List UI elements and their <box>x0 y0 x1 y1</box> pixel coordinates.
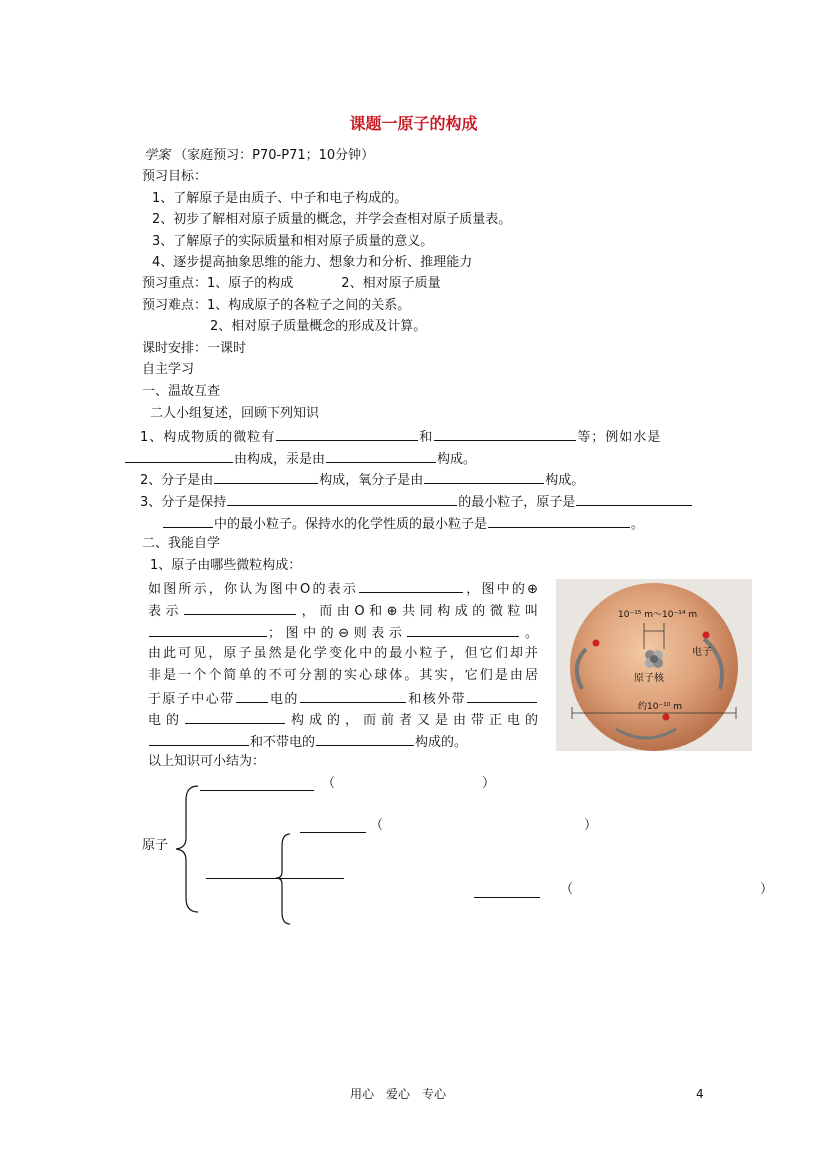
brace-inner-icon <box>270 832 294 926</box>
text: 和 <box>364 604 387 619</box>
text: 和不带电的 <box>250 735 316 750</box>
goal-2: 2、初步了解相对原子质量的概念，并学会查相对原子质量表。 <box>152 212 512 227</box>
proton-symbol: ⊕ <box>386 604 398 619</box>
blank[interactable] <box>227 493 457 506</box>
blank[interactable] <box>184 602 296 615</box>
blank[interactable] <box>163 515 213 528</box>
key-point-1: 1、原子的构成 <box>207 276 294 291</box>
atom-figure <box>556 579 752 751</box>
atom-figure-svg <box>556 579 752 751</box>
key-points <box>142 276 441 292</box>
schedule: 课时安排：一课时 <box>142 341 247 356</box>
text: 1、构成物质的微粒有 <box>140 430 276 445</box>
paren-open: （ <box>370 818 384 833</box>
paren-close: ） <box>584 818 598 833</box>
xuean-line <box>144 148 374 164</box>
paren-open: （ <box>560 882 574 897</box>
page-number: 4 <box>696 1087 704 1101</box>
s2-p6 <box>148 690 538 708</box>
text: 于原子中心带 <box>148 692 235 707</box>
section1-heading: 一、温故互查 <box>142 384 221 399</box>
text: 。 <box>631 517 645 532</box>
figure-scale-top: 10⁻¹⁵ m～10⁻¹⁴ m <box>618 610 698 620</box>
page-title: 课题一原子的构成 <box>349 114 478 133</box>
blank[interactable] <box>326 450 436 463</box>
blank[interactable] <box>300 690 406 703</box>
blank[interactable] <box>488 515 630 528</box>
text: 和核外带 <box>406 692 466 707</box>
difficulty-2: 2、相对原子质量概念的形成及计算。 <box>210 319 427 334</box>
blank[interactable] <box>125 450 233 463</box>
xuean-note: （家庭预习：P70-P71；10分钟） <box>174 148 375 163</box>
s1-q3-line1 <box>140 493 693 511</box>
tree-blank-2[interactable] <box>300 832 366 833</box>
text: 2、分子是由 <box>140 473 214 488</box>
text: 等；例如水是 <box>577 430 662 445</box>
text: ；图中的 <box>268 626 339 641</box>
blank[interactable] <box>316 733 414 746</box>
section2-q1-heading: 1、原子由哪些微粒构成： <box>150 558 302 573</box>
goals-label: 预习目标： <box>142 169 208 184</box>
text: ，而由 <box>297 604 355 619</box>
blank[interactable] <box>185 711 285 724</box>
difficulties-label: 预习难点： <box>142 298 208 313</box>
paren-open: （ <box>322 776 336 791</box>
difficulties <box>142 298 410 314</box>
summary-label: 以上知识可小结为： <box>148 754 266 769</box>
text: 电的 <box>148 713 184 728</box>
section1-intro: 二人小组复述，回顾下列知识 <box>150 406 320 421</box>
electron-dot <box>703 632 710 639</box>
s2-p7 <box>148 711 538 729</box>
circle-o-symbol: O <box>300 582 311 597</box>
footer-motto: 用心 爱心 专心 <box>350 1087 447 1101</box>
self-study-heading: 自主学习 <box>142 362 195 377</box>
blank[interactable] <box>576 493 692 506</box>
s2-p2 <box>148 602 538 620</box>
text: 则表示 <box>349 626 407 641</box>
text: 共同构成的微粒叫 <box>397 604 538 619</box>
figure-scale-bottom: 约10⁻¹⁰ m <box>638 702 683 712</box>
text: ，图中的 <box>464 582 528 597</box>
blank[interactable] <box>236 690 268 703</box>
text: 中的最小粒子。保持水的化学性质的最小粒子是 <box>214 517 488 532</box>
goal-3: 3、了解原子的实际质量和相对原子质量的意义。 <box>152 234 434 249</box>
s2-p5: 非是一个个简单的不可分割的实心球体。其实，它们是由居 <box>148 668 538 683</box>
text: 构成。 <box>545 473 585 488</box>
s1-q3-line2 <box>162 515 644 533</box>
figure-nucleus-label: 原子核 <box>634 673 664 684</box>
text: 由构成，汞是由 <box>234 452 326 467</box>
blank[interactable] <box>467 690 537 703</box>
goal-1: 1、了解原子是由质子、中子和电子构成的。 <box>152 191 408 206</box>
brace-left-icon <box>170 782 210 916</box>
tree-root-label: 原子 <box>142 838 169 853</box>
text: 构成的，而前者又是由带正电的 <box>286 713 538 728</box>
text: 3、分子是保持 <box>140 495 227 510</box>
blank[interactable] <box>359 580 463 593</box>
text: 。 <box>520 626 538 641</box>
xuean-label: 学案 <box>144 148 171 163</box>
blank[interactable] <box>149 733 249 746</box>
paren-close: ） <box>760 882 774 897</box>
blank[interactable] <box>407 624 519 637</box>
atom-sphere <box>570 583 738 751</box>
text: 构成，氧分子是由 <box>319 473 424 488</box>
text: 表示 <box>148 604 184 619</box>
text: 和 <box>419 430 434 445</box>
key-points-label: 预习重点： <box>142 276 208 291</box>
text: 如图所示，你认为图中 <box>148 582 301 597</box>
proton-symbol: ⊕ <box>527 582 538 597</box>
paren-close: ） <box>482 776 496 791</box>
text: 构成的。 <box>415 735 468 750</box>
tree-blank-1[interactable] <box>200 790 314 791</box>
goal-4: 4、逐步提高抽象思维的能力、想象力和分析、推理能力 <box>152 255 473 270</box>
section2-heading: 二、我能自学 <box>142 536 221 551</box>
electron-dot <box>663 714 670 721</box>
s2-p4: 由此可见，原子虽然是化学变化中的最小粒子，但它们却并 <box>148 646 538 661</box>
circle-o-symbol: O <box>354 604 365 619</box>
blank[interactable] <box>434 428 576 441</box>
electron-symbol: ⊖ <box>338 626 350 641</box>
electron-dot <box>593 640 600 647</box>
s2-p8 <box>148 733 467 751</box>
s1-q2 <box>140 471 584 489</box>
blank[interactable] <box>149 624 267 637</box>
tree-blank-3[interactable] <box>206 878 344 879</box>
s2-p1 <box>148 580 538 598</box>
s1-q1-line2 <box>124 450 476 468</box>
blank[interactable] <box>424 471 544 484</box>
blank[interactable] <box>214 471 318 484</box>
text: 电的 <box>268 692 299 707</box>
text: 的表示 <box>310 582 359 597</box>
text: 构成。 <box>437 452 477 467</box>
difficulty-1: 1、构成原子的各粒子之间的关系。 <box>207 298 411 313</box>
text: 的最小粒子，原子是 <box>458 495 576 510</box>
s1-q1-line1 <box>140 428 661 446</box>
tree-blank-4[interactable] <box>474 897 540 898</box>
blank[interactable] <box>276 428 418 441</box>
nucleus-icon <box>645 650 663 668</box>
figure-electron-label: 电子 <box>692 647 712 658</box>
key-point-2: 2、相对原子质量 <box>341 276 441 291</box>
s2-p3 <box>148 624 538 642</box>
